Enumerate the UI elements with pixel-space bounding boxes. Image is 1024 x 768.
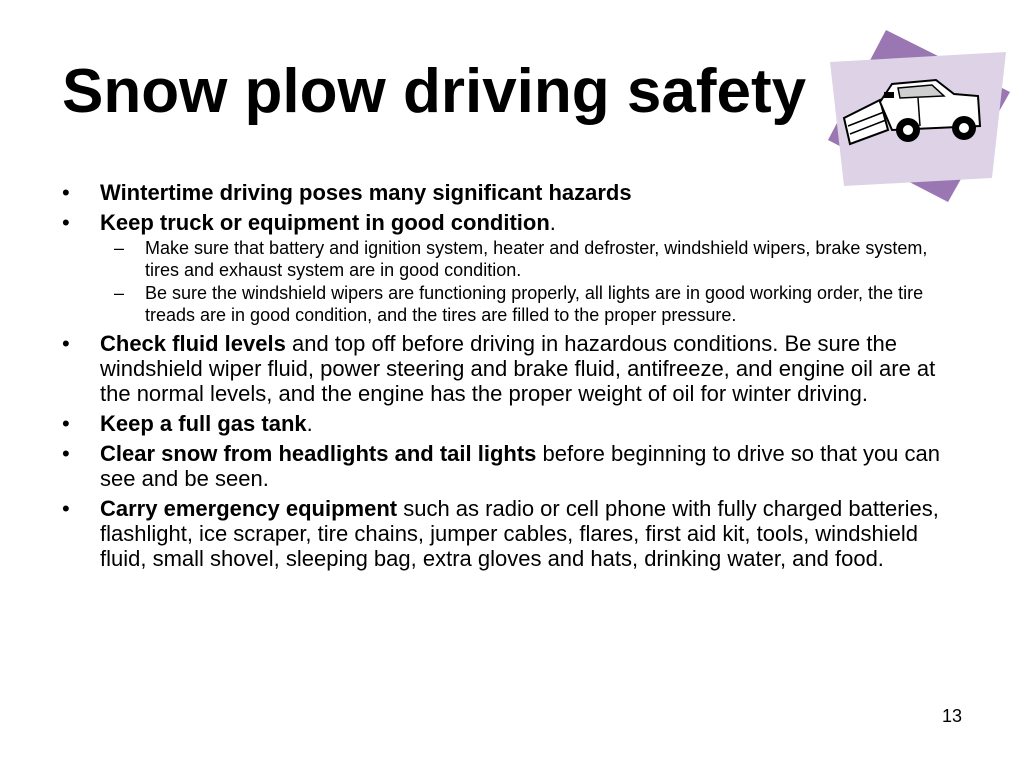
- bullet-marker: •: [62, 331, 70, 356]
- snow-plow-truck-icon: [828, 22, 1010, 204]
- bullet-bold-text: Clear snow from headlights and tail lights: [100, 441, 537, 466]
- bullet-marker: •: [62, 441, 70, 466]
- bullet-text: before beginning to drive so that you can see and be seen.: [100, 441, 940, 491]
- bullet-item: [62, 441, 962, 491]
- sub-bullet-marker: –: [114, 283, 125, 303]
- bullet-text: and top off before driving in hazardous conditions. Be sure the windshield wiper fluid, power steering and brake fluid, antifreeze, and engine oil are at the normal levels, and the engine has the proper weight of oil for winter driving.: [100, 331, 936, 406]
- sub-bullet-item: [100, 237, 962, 281]
- bullet-text: such as radio or cell phone with fully charged batteries, flashlight, ice scraper, tire chains, jumper cables, flares, first aid kit, tools, windshield fluid, small shovel, sleeping bag, extra gloves and hats, drinking water, and food.: [100, 496, 939, 571]
- sub-bullet-text: Be sure the windshield wipers are functioning properly, all lights are in good working order, the tire treads are in good condition, and the tires are filled to the proper pressure.: [145, 283, 924, 325]
- page-number: 13: [941, 706, 962, 726]
- sub-bullet-marker: –: [114, 238, 125, 258]
- bullet-item: [62, 496, 962, 571]
- bullet-bold-text: Keep a full gas tank: [100, 411, 307, 436]
- bullet-marker: •: [62, 411, 70, 436]
- bullet-item: [62, 180, 962, 205]
- sub-bullet-item: [100, 282, 962, 326]
- bullet-item: [62, 210, 962, 326]
- slide-title: Snow plow driving safety: [62, 57, 807, 126]
- bullet-text: .: [306, 411, 313, 436]
- bullet-text: .: [549, 210, 556, 235]
- bullet-marker: •: [62, 496, 70, 521]
- sub-bullet-text: Make sure that battery and ignition system, heater and defroster, windshield wipers, brake system, tires and exhaust system are in good condition.: [145, 238, 928, 280]
- bullet-list: [62, 180, 962, 576]
- sub-bullet-list: [100, 237, 962, 326]
- bullet-bold-text: Check fluid levels: [100, 331, 286, 356]
- bullet-item: [62, 331, 962, 406]
- bullet-item: [62, 411, 962, 436]
- bullet-marker: •: [62, 180, 70, 205]
- bullet-marker: •: [62, 210, 70, 235]
- bullet-bold-text: Keep truck or equipment in good condition: [100, 210, 550, 235]
- bullet-bold-text: Carry emergency equipment: [100, 496, 398, 521]
- bullet-bold-text: Wintertime driving poses many significant hazards: [100, 180, 632, 205]
